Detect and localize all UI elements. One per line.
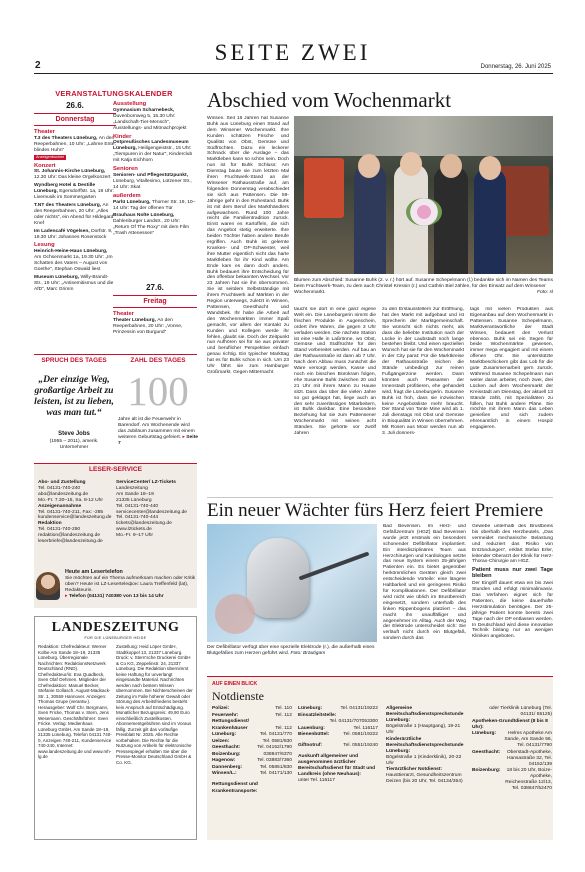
spruch-author-detail: (1955 – 2011), amerik. Unternehmer (49, 439, 99, 450)
notdienst-label: Winsen/L.: (212, 771, 237, 776)
notdienst-row (212, 782, 292, 788)
service-line[interactable]: Tel. 04131-740-240 (38, 485, 81, 491)
kalender-category: Theater (113, 311, 134, 317)
zahl-number: 100 (127, 368, 189, 414)
notdienst-row (212, 758, 292, 764)
kalender-date2: 27.6. (146, 283, 164, 292)
article2-caption (207, 645, 377, 657)
servicecenter-title: ServiceCenter/ LZ-Tickets (116, 480, 176, 485)
notdienst-row (298, 726, 378, 732)
article1-col2: taucht sie dort in eine ganz eigene Welt ein. Die Lüneburgerin nimmt die frischen Produkte in Augenschein, ordert ihre Waren, die gegen 3 Uhr verladen werden. Die nächste Station ist eine Halle in Laßrönne, wo Obst, Gemüse und Südfrüchte für den Stand vorbereitet werden. Auf bau an der Rathausstraße ist dann ab 7 Uhr. Nach dem Abbau muss zunächst die Ware versorgt werden, Kasse und noch ein bisschen Bürokram folgen, ehe Susanne Buhk zwischen 20 und 21 Uhr mit ihrem Mann zu Hause sitzt. Dass das über die vielen Jahre so gut geklappt hat, liege auch an den sehr zuverlässigen Mitarbeitern, ist Buhk dankbar. Eine besondere Beziehung hat sie zum Pattensener Wochenmarkt mit seinen acht Ständen. Sie gehörte vor zwölf Jahren (294, 307, 376, 437)
divider (207, 497, 553, 498)
notdienst-value: Oberstadt-Apotheke, Hansastraße 32, Tel. 04152/139 (506, 749, 552, 767)
service-line[interactable]: Tel. 04131-740-440 (116, 503, 159, 509)
kalender-category: Theater (34, 129, 55, 135)
notdienst-row (212, 778, 292, 782)
notdienst-value: unter Tel. 116117 (298, 778, 335, 783)
notdienst-label: Bienenbüttel: (298, 732, 330, 737)
article1-headline: Abschied vom Wochenmarkt (207, 88, 452, 112)
redaktion-title: Redaktion (38, 521, 62, 527)
lesertelefon (65, 570, 197, 600)
notdienst-value: Tel. 0581/830 (262, 738, 292, 744)
notdienst-value: Helms Apotheke Am Sande, Am Sande 56, Tel. 04131/7790 (504, 731, 552, 748)
notdienst-label: Lauenburg: (298, 725, 325, 731)
article1-credit: Foto: sl (536, 289, 553, 295)
kalender-day1: Donnerstag (34, 113, 116, 126)
kalender-entry-title: Parlü Lüneburg, (113, 199, 152, 205)
service-line[interactable]: www.lztickets.de (116, 527, 152, 533)
notdienst-row (212, 789, 292, 795)
service-line[interactable]: Tel. 04131-740-444 (116, 515, 159, 521)
kalender-entry-body: An den Reeperbahnen, 20 Uhr: „Vonne, Prinzessin von Burgund“ (113, 317, 183, 335)
notdienst-value: Tel. 112 (275, 725, 292, 731)
article1-caption-text: Blumen zum Abschied: Susanne Buhk (2. v. r.) hört auf. Susanne Schepelmann (l.) bedankte sich im Namen des Teams beim Fruchtwerk-Team, zu dem auch Christel Kressin (r.) und Cathrin Biel zählen, für den Einsatz auf dem Winsener Wochenmarkt. (294, 278, 553, 295)
service-line[interactable]: servicecenter@landeszeitung.de (116, 509, 188, 515)
notdienst-row (298, 719, 378, 725)
notdienst-col4 (472, 706, 552, 793)
kalender-category: Konzert (34, 162, 56, 169)
notdienst-value: Tel. 04171/130 (259, 771, 292, 776)
kalender-entry-body: Willy-Brandt-Str., 19 Uhr: „Antisemitismus und die AfD“, Marc Grimm (34, 274, 114, 292)
notdienst-label: Lüneburg: (298, 706, 323, 711)
notdienst-label: Tierärztlicher Notdienst: (386, 767, 443, 772)
kalender-entry (113, 173, 197, 191)
notdienst-value: Tel. 0551/19240 (343, 743, 378, 748)
notdienst-row (298, 713, 378, 719)
kalender-entry-title: Museum Lüneburg, (34, 274, 81, 280)
kalender-entry-title: Wyndberg Hotel & Destille Lüneburg, (34, 183, 96, 195)
notdienst-value: Tel. 116117 (353, 725, 378, 731)
notdienst-label: Feuerwehr: (212, 712, 239, 718)
article2-col2b-text: Der Eingriff dauert etwa ein bis zwei Stunden und erfolgt minimalinvasiv. Das Verfahren eignet sich für Patienten, die keine dauerhafte Herzstimulation benötigen. Der 25-jährige Patient konnte bereits zwei Tage nach der OP entlassen werden. In Deutschland wird diese innovative Technik bislang nur an wenigen Kliniken angeboten. (472, 581, 553, 640)
article1-col4: tags mit vielen Produkten aus Eigenanbau auf dem Wochenmarkt in Pattensen. Susanne Schepelmann, Marktverantwortliche der Stadt Winsen, bedauert den Verlust ebensoo. Buhk sei ein Segen für beide Wochenmärkte gewesen, immer mega engagiert und mit einem offenen Ohr. Sie unterstützte Marktbeschickern gibt das Lob für die gute Zusammenarbeit gern zurück. Während Susanne Schepelmann nun weiter daran arbeitet, noch zwei, drei Lücken auf dem Wochenmarkt der Kreisstadt am Dienstag, der aktuell 13 Stände zählt, mit Spezialitäten zu füllen, hat Buhk andere Pläne. Sie möchte mit ihrem Mann das Leben genießen und sich zudem ehrenamtlich in einem Hospiz engagieren. (470, 307, 553, 431)
kalender-entry (34, 136, 116, 161)
article2-col2-text: Gewebe unterhalb des Brustbeins bis oberhalb des Herzbeutels. „Das vermeidet mechanische Belastung und reduziert das Risiko von Entzündungen“, erklärt Stefan Erler, leitender Oberarzt der Klinik für Herz-Thorax-Chirurgie am HGZ. (472, 524, 553, 565)
service-line: Am Sande 18–19 (116, 491, 154, 497)
notdienst-label: Krankentransporte: (212, 788, 258, 794)
spruch-author: Steve Jobs (58, 431, 90, 437)
notdienst-row (212, 713, 292, 719)
notdienst-label: Rettungsdienst und (212, 782, 258, 787)
notdienst-label: Auskunft allgemeiner und ausgenommen ärztlicher Bereitschaftsdienst für Stadt und Landkreis (ohne Neuhaus): (298, 754, 376, 777)
kalender-right-list2 (113, 309, 197, 338)
article1-col1: Winsen. Seit 16 Jahren hat Susanne Buhk aus Lüneburg einen Stand auf dem Winsener Wochenmarkt. Ihre Kunden schätzen Frische und Qualität von Obst, Gemüse und Südfrüchten. Dazu ein leckerer Schnack über die Auslage – das Marktleben kann so schön sein. Doch nun ist für Buhk Schluss: Am Dienstag baute sie zum letzten Mal ihren Fruchtwerk-Stand an der Winsener Rathausstraße auf, am folgenden Donnerstag verabschiedet sie sich aus Pattensen. Die 59-Jährige geht in den Ruhestand. Buhk ist mit dem Beruf des Markthändlers aufgewachsen. Rund 100 Jahre reicht die Familientradition zurück. Einst waren es Kartoffeln, die sich das Angebot stetig erweiterte. Ihre beiden Töchter haben andere Berufe ergriffen. Auch Buhk ist gelernte Kranken- und OP-Schwester, weil ihre Mutter eigentlich nicht das harte Marktleben für ihr Kind wollte. Am Ende kam es dann doch anders. Buhk bedauert ihre Entscheidung für den offenbar bekannten Wechsel. Vor 23 Jahren hat sie ihn übernommen. Sie ist seitdem Selbstständige mit ihrem Fruchtwerk auf Märkten in der Region unterwegs, zuletzt in Winsen, Pattensen, Geesthacht und Wandsbek. Ihr habe die Arbeit auf den Wochenmärkten immer Spaß gemacht, vor allem der Kontakt zu Kunden und Kollegen werde ihr fehlen, glaubt sie. Doch der Zeitpunkt nun Aufhören sei für sie aus privater und beruflicher Perspektive einfach genau richtig. Ein typischer Markttag hat es für Buhk schon in sich. Um 23 Uhr fährt sie zum Hamburger Großmarkt. Gegen Mitternacht (207, 116, 289, 375)
notdienst-value: Tel. 04131/19222 (340, 706, 378, 711)
article2-col2 (472, 524, 553, 660)
notdienst-col3 (386, 706, 466, 786)
kalender-entry-title: Theater Lüneburg, (113, 317, 158, 323)
service-line[interactable]: tickets@landeszeitung.de (116, 521, 172, 527)
notdienst-label: Einsatzleitstelle: (298, 712, 337, 718)
kalender-entry-title: Gymnasium Scharnebeck, (113, 107, 175, 113)
notdienst-label: Kinderärztliche Bereitschaftsdienstsprechstunde Lüneburg: (386, 736, 464, 754)
notdienst-label: Apotheken-Grundtdienst (8 bis 8 Uhr): (472, 718, 548, 730)
service-line[interactable]: kundenservice@landeszeitung.de (38, 515, 112, 521)
kalender-entry (113, 108, 197, 132)
notdienst-value: Hausttierarzt, Gesundheitszentrum Deizen (bis 20 Uhr, Tel. 04134/354) (386, 773, 463, 784)
impressum-col1: Redaktion: Chefredakteur: Werner Kolbe Am Sande 18–19, 21335 Lüneburg. Überregionale Nachrichten: RedaktionsNetzwerk Deutschland (RND). Chefredakteur/in: Eva Quadbeck, Sven Olaf Oehmen. Mitglieder der Chefredaktion: Manuel Becker, Stefanie Gollasch. August-Madsack-Str. 1, 30559 Hannover. Anzeigen: Thomas Grupe (verantw.). Herausgeber: Wolf Chr. Bergmann, Sven Fricke, Thomas v. Stern, Jens Wesemann. Geschäftsführer: Sven Fricke. Verlag: Medienhaus Lüneburg GmbH, Am Sande 18–19, 21335 Lüneburg. Telefon 04131 740-0, Anzeigen 740-211, Kundenservice 740-240, Internet: www.landeszeitung.de und www.mh-lg.de (38, 644, 112, 759)
notdienst-title: Notdienste (212, 689, 264, 703)
leser-service-left (38, 480, 116, 545)
kalender-entry (113, 140, 197, 164)
kalender-category: Lesung (34, 242, 55, 249)
kalender-entry-body: Am Ochsenmarkt 1a, 19.30 Uhr: „Im Schatten des Vaters – August von Goethe“, Stephan Oswald liest (34, 255, 113, 273)
service-line[interactable]: Tel. 04131-740-211, Fax: -285 (38, 509, 104, 515)
kalender-entry (113, 213, 197, 237)
notdienst-row (212, 771, 292, 777)
notdienst-label: Allgemeine Bereitschaftsdienstsprechstunde Lüneburg: (386, 706, 464, 723)
anzeigen-title: Anzeigenannahme (38, 503, 82, 509)
kalender-date1: 26.6. (66, 101, 84, 110)
article1-col3: zu den Erstausstellern zur Eröffnung, hat den Markt mit aufgebaut und ist Sprecherin der Marktgemeinschaft. Sie wünscht sich nichts mehr, als dass die beliebte Institution nach der Lücke in der Laubstadt noch lange bestehen bleibt. Und einen speziellen Wunsch hat sie für den Wochenmarkt in der City parat: Für die Marktkreise der Rathausstraße reichen die Stände umbedingt zur reinen Fußgängerzone werden. Dann könnten auch Passanten der Innenstadt profitieren, ehe gehandelt wird, fragt die Lüneburgerin. Susanne Buhk ist froh, dass sie inzwischen keine Angebotsliste mehr braucht. Der Stand von Tante Mine wird ab 1. Juli dienstags mit Obst und Gemüse in Bioqualität in Winsen übernehmen. Mit Rosen aus Moor werden nun ab 3. Juli donners- (382, 307, 464, 437)
notdienst-label: Lüneburg: (472, 731, 497, 736)
notdienst-row (386, 737, 466, 767)
spruch-label: SPRUCH DES TAGES (41, 357, 107, 364)
kalender-entry-title: T.3 des Theaters Lüneburg, (34, 135, 99, 141)
notdienst-row (472, 768, 552, 792)
kalender-right-list (113, 99, 197, 239)
page-number: 2 (35, 60, 41, 71)
kalender-heading: VERANSTALTUNGSKALENDER (55, 89, 173, 98)
notdienst-value: Tel. 03883/7360 (257, 758, 292, 763)
notdienst-value: Tel. 05861/830 (259, 764, 292, 770)
header-date: Donnerstag, 26. Juni 2025 (480, 64, 551, 70)
notdienst-value: Tel. 0581/19222 (343, 732, 378, 737)
notdienst-value: Tel. 110 (275, 706, 292, 711)
kalender-entry (34, 203, 116, 227)
notdienst-value: Bögelstraße 1 (Hauptgang), 19-21 Uhr (386, 724, 461, 735)
kalender-entry-title: Ostpreußisches Landesmuseum Lüneburg, (113, 140, 189, 152)
kalender-category: außerdem (113, 192, 141, 199)
service-line[interactable]: leserbriefe@landeszeitung.de (38, 539, 103, 545)
notdienst-row (472, 706, 552, 718)
notdienst-row (212, 765, 292, 771)
notdienst-value: 038847/6370 (263, 751, 292, 757)
notdienst-label: Boizenburg: (212, 751, 241, 757)
kalender-entry-body: Dahlenburger Landstr., 20 Uhr: „Return Of The Roxy“ mit dem Film „Trash Attenessen“ (113, 219, 190, 237)
kalender-entry-title: St. Johannis-Kirche Lüneburg, (34, 169, 106, 175)
service-line[interactable]: Tel. 04131-740-250 (38, 527, 81, 533)
lesertelefon-title: Heute am Lesertelefon (65, 569, 123, 575)
lesertelefon-phone[interactable]: Telefon (04131) 740380 von 13 bis 14 Uhr (68, 593, 164, 599)
kalender-entry-title: Im Ladencafé Vögelsen, (34, 228, 92, 234)
notdienst-col2 (298, 706, 378, 785)
kalender-entry (34, 249, 116, 273)
notdienst-row (298, 750, 378, 754)
kalender-entry (34, 183, 116, 201)
zahl-label: ZAHL DES TAGES (130, 357, 186, 364)
notdienst-col1 (212, 706, 292, 795)
lesertelefon-text: Sie möchten auf ein Thema aufmerksam machen oder Kritik üben? Heute ist LZ-Leserteleфон: Laura Treffenfeld (lat), Redakteurin. (65, 575, 196, 593)
notdienst-label: Geesthacht: (212, 745, 241, 750)
page-title: SEITE ZWEI (214, 40, 371, 65)
notdienst-label: Geesthacht: (472, 749, 501, 755)
kalender-category: Senioren (113, 166, 138, 173)
notdienst-value: Tel. 112 (275, 712, 292, 718)
notdienst-value: Tel. 04152/1790 (257, 745, 292, 750)
zahl-text-body: Jahre alt ist die Feuerwehr in Barendorf. Am Wochenende wird das Jubiläum zusammen mit einem weiteren Geburtstag gefeiert. (118, 417, 195, 440)
header-rule (34, 73, 553, 74)
article2-subhead: Patient muss nur zwei Tage bleiben (472, 567, 553, 580)
kalender-entry (34, 229, 116, 241)
kalender-entry (113, 200, 197, 212)
kalender-left-list (34, 127, 116, 295)
article2-headline: Ein neuer Wächter fürs Herz feiert Premiere (207, 500, 544, 521)
notdienst-row (212, 706, 292, 712)
notdienst-row (212, 745, 292, 751)
notdienst-value: oder Tierklinik Lüneburg (Tel. 04131/ 55125) (489, 706, 552, 717)
service-line: Mo.-Fr. 7.30–15, Sa. 8-12 Uhr (38, 497, 103, 503)
market-photo (294, 116, 553, 274)
divider (34, 354, 197, 355)
notdienst-value: Tel. 04131/770 (259, 732, 292, 737)
service-line[interactable]: abo@landeszeitung.de (38, 491, 89, 497)
notdienst-label: Uelzen: (212, 738, 230, 744)
notdienst-label: Giftnotruf: (298, 743, 323, 748)
kalender-entry-title: Brauhaus Nolte Lüneburg, (113, 213, 175, 219)
zahl-link[interactable]: Seite 7 (118, 434, 198, 446)
impressum-logo: LANDESZEITUNG (51, 620, 180, 635)
notdienst-row (212, 732, 292, 738)
kalender-entry-body: Duvenbornweg 5, 15.30 Uhr: „Landschaft-Tier-Mensch“, Ausstellungs- und Mitmachprojekt (113, 113, 187, 131)
notdienst-value: Tel. 04131/707053300 (329, 719, 378, 724)
service-line[interactable]: redaktion@landeszeitung.de (38, 533, 101, 539)
arrow-right-icon: ▸ (65, 593, 68, 599)
kalender-entry-title: Heinrich-Heine-Haus Lüneburg, (34, 249, 108, 255)
kalender-entry (113, 318, 197, 336)
notdienst-row (472, 750, 552, 768)
kalender-entry-body: Lüneburg, Vitallesimo, Lützener Str., 14 Uhr: Skat (113, 178, 192, 190)
kalender-entry-body: Dorfstr. 9, 19.30 Uhr: Johannes Rosenstock (34, 228, 113, 240)
notdienst-row (212, 752, 292, 758)
kalender-category: Kinder (113, 133, 132, 140)
kalender-entry-body: Egersdorffstr. 1a, 18 Uhr: Livemusik im Sommergarten (34, 189, 114, 201)
notdienst-label: Krankenhäuser (212, 725, 248, 731)
kalender-entry (34, 275, 116, 293)
notdienst-row (298, 706, 378, 712)
kalender-entry (34, 169, 116, 181)
notdienst-row (298, 743, 378, 749)
service-line: 21335 Lüneburg (116, 497, 152, 503)
notdienst-label: Polizei: (212, 706, 230, 711)
kalender-entry-body: An den Reeperbahnen, 10 Uhr: „Lahme Ente, blindes Huhn“ (34, 135, 116, 153)
notdienst-kicker: AUF EINEN BLICK (212, 681, 258, 687)
notdienst-row (212, 726, 292, 732)
impressum-col2: Zustellung: Heid Löper GmbH, Stadtkoppel 13, 21337 Lüneburg. Druck: v. Stern'sche Druckerei GmbH & Co KG, Zeppelinstr. 24, 21337 Lüneburg. Die Redaktion übernimmt keine Haftung für unverlangt eingesandte Material. Nachrichten werden nach bestem Wissen übernommen. Bei Nichterscheinen der Zeitung im Falle höherer Gewalt oder Störung des Arbeitsfriedens besteht kein Anspruch auf Entschädigung. Monatlicher Bezugspreis: 49,90 Euro einschließlich Zustellkosten. Abonnementgebühren sind im Voraus fällig. Zurzeit gilt das vorläufige Preisblatt Nr. 2025. Alle Rechte vorbehalten. Die Rechte für die Nutzung von Artikeln für elektronische Pressespiegel erhalten Sie über die Presse-Monitor Deutschland GmbH & Co. KG. (116, 644, 193, 765)
zahl-text (118, 417, 198, 447)
kalender-category: Ausstellung (113, 101, 147, 107)
impressum-logo-sub: FÜR DIE LÜNEBURGER HEIDE (84, 636, 147, 640)
arrow-right-icon: ▸ (182, 434, 185, 440)
kalender-entry-body: Heiligengeiststr., 15 Uhr: „Tierspuren in der Natur“, Kinderclub mit Katja Eichhorn (113, 146, 193, 164)
kalender-entry-body: An den Reeperbahnen, 20 Uhr: „Alles oder nichts“, ein Abend für Hildegard Knef (34, 202, 114, 226)
notdienst-label: Rettungsdienst/ (212, 719, 249, 724)
notdienst-row (298, 739, 378, 743)
article2-credit: Foto: Bräutigam (290, 650, 326, 656)
kalender-entry-body: Thorner Str. 19, 10–14 Uhr: Tag der offenen Tür (113, 199, 196, 211)
person-photo (36, 572, 60, 600)
notdienst-row (472, 719, 552, 731)
article1-caption (294, 278, 553, 296)
notdienst-value: 18 bis 20 Uhr, Boize-Apotheke, Reichenstraße 12/13, Tel. 038847/52470 (505, 768, 552, 791)
kalender-entry-title: Senioren- und Pflegestützpunkt, (113, 172, 188, 178)
defibrillator-photo (207, 524, 377, 642)
service-line: Landeszeitung (116, 485, 148, 491)
notdienst-row (298, 732, 378, 738)
kalender-day2: Freitag (113, 295, 197, 308)
notdienst-label: Hagenow: (212, 758, 236, 763)
notdienst-row (298, 754, 378, 784)
notdienst-row (212, 719, 292, 725)
notdienst-row (472, 731, 552, 749)
anzeige-badge[interactable]: Anzeigenbuchen (36, 154, 65, 159)
spruch-quote: „Der einzige Weg, großartige Arbeit zu leisten, ist zu lieben, was man tut.“ (34, 374, 114, 418)
notdienst-label: Lüneburg: (212, 732, 237, 737)
article2-col1: Bad Bevensen. Im Herz- und Gefäßzentrum (HGZ) Bad Bevensen wurde jetzt erstmals ein besonders schonender Defibrillator implantiert. Ein interdisziplinäres Team aus Herzchirurgen und Kardiologen setzte das neue System einem 25-jährigen Patienten ein. Es bietet gegenüber herkömmlichen Geräten gleich zwei entscheidende Vorteile: eine längere Haltbarkeit und ein geringeres Risiko für Komplikationen. Der Defibrillator wird nicht wie üblich im Brustbereich eingesetzt, sondern unterhalb des linken Rippenbogens platziert – das macht ihn unauffälliger und angenehmer im Alltag. Auch der Weg der Elektrode unterscheidet sich: Sie verläuft nicht durch ein Blutgefäß, sondern durch das (383, 524, 466, 642)
abo-title: Abo- und Zustellung (38, 480, 86, 485)
article2-caption-text: Der Defibrillator verfügt über eine spezielle Elektrode (r.), die außerhalb eines Blutgefäßes zum Herzen geführt wird. (207, 645, 375, 656)
notdienst-row (386, 767, 466, 785)
notdienst-label: Dannenberg: (212, 764, 243, 770)
leser-service-heading: LESER-SERVICE (88, 466, 142, 473)
notdienst-row (212, 739, 292, 745)
kalender-entry-title: T.NT des Theaters Lüneburg, (34, 202, 103, 208)
notdienst-value: Bögelstraße 1 (Kinderklinik), 20-22 Uhr (386, 754, 462, 766)
kalender-entry-body: 12.30 Uhr: Das kleine Orgelkonzert (34, 175, 111, 181)
notdienst-row (386, 706, 466, 736)
leser-service-right (116, 480, 196, 539)
service-line: Mo.-Fr. 9–17 Uhr (116, 533, 153, 539)
notdienst-label: Boizenburg: (472, 768, 501, 773)
